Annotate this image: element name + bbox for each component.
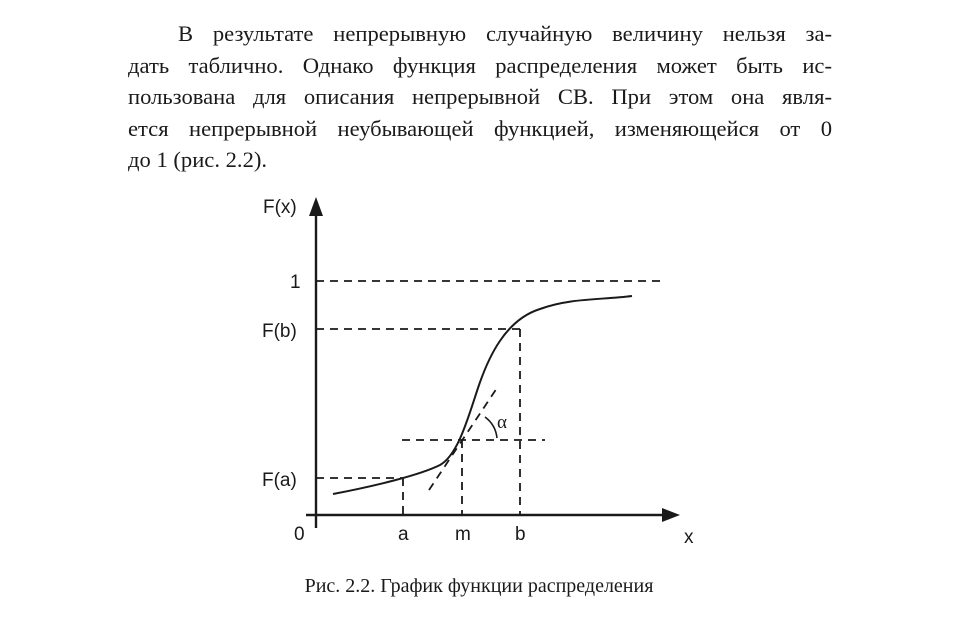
origin-label: 0 [294,524,305,545]
y-axis-label: F(x) [263,197,297,218]
figure-caption: Рис. 2.2. График функции распределения [304,575,654,597]
x-tick-b: b [515,524,526,545]
x-tick-a: a [398,524,409,545]
y-tick-one: 1 [290,272,301,293]
x-tick-m: m [455,524,471,545]
angle-arc [485,417,497,438]
y-tick-fa: F(a) [262,470,297,491]
paragraph-line-5: до 1 (рис. 2.2). [128,147,268,172]
distribution-curve [333,296,632,494]
paragraph-line-3: пользована для описания непрерывной СВ. При этом она явля- [128,84,832,109]
y-tick-fb: F(b) [262,321,297,342]
y-axis-arrow [309,197,323,216]
tangent-line [429,388,497,490]
paragraph-line-1: В результате непрерывную случайную величину нельзя за- [178,21,832,46]
x-axis-label: x [684,527,694,548]
paragraph-line-4: ется непрерывной неубывающей функцией, изменяющейся от 0 [128,115,832,141]
paragraph-line-2: дать таблично. Однако функция распределения может быть ис- [128,52,832,78]
x-axis-arrow [662,508,680,522]
angle-alpha-label: α [497,412,507,433]
